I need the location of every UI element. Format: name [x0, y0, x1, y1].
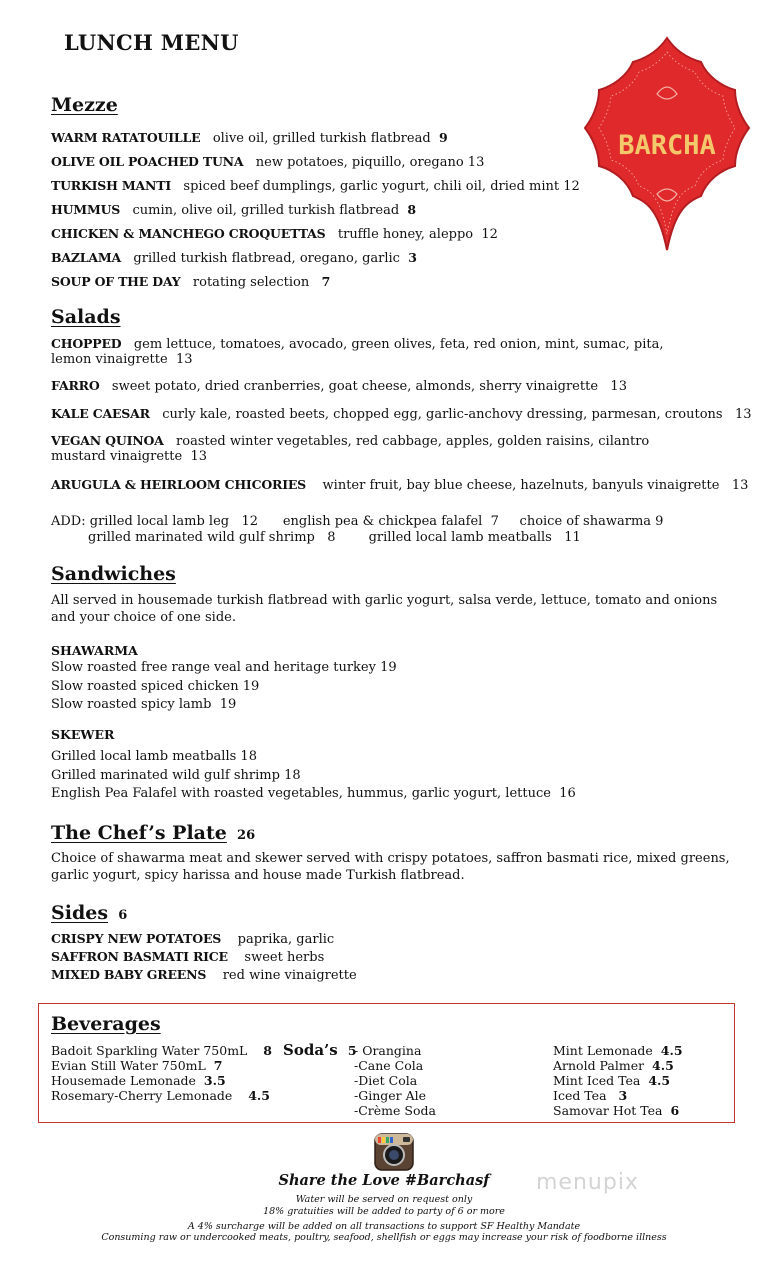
beverage-item: Samovar Hot Tea 6 [553, 1103, 680, 1118]
sandwiches-intro: All served in housemade turkish flatbread with garlic yogurt, salsa verde, lettuce, tomato and onions and your choice of one side. [51, 593, 718, 625]
soda-item: -Diet Cola [354, 1073, 418, 1088]
sodas-header [283, 1040, 357, 1059]
side-item: CRISPY NEW POTATOES paprika, garlic [51, 931, 335, 947]
salads-heading: Salads [51, 306, 121, 328]
salad-item: VEGAN QUINOA roasted winter vegetables, red cabbage, apples, golden raisins, cilantro [51, 433, 650, 449]
salad-item-cont: lemon vinaigrette 13 [51, 352, 193, 367]
mezze-item: BAZLAMA grilled turkish flatbread, oregano, garlic 3 [51, 250, 417, 266]
skewer-item: Grilled marinated wild gulf shrimp 18 [51, 767, 301, 783]
beverage-item: Evian Still Water 750mL 7 [51, 1058, 223, 1073]
salad-item: ARUGULA & HEIRLOOM CHICORIES winter fruit, bay blue cheese, hazelnuts, banyuls vinaigrette 13 [51, 477, 749, 493]
chefs-plate-price: 26 [237, 828, 256, 843]
soda-item: -Ginger Ale [354, 1088, 427, 1103]
beverages-heading: Beverages [51, 1013, 161, 1035]
beverage-item: Iced Tea 3 [553, 1088, 628, 1103]
salad-item: FARRO sweet potato, dried cranberries, goat cheese, almonds, sherry vinaigrette 13 [51, 378, 627, 394]
footer-note: Water will be served on request only [295, 1194, 473, 1205]
mezze-item: SOUP OF THE DAY rotating selection 7 [51, 274, 331, 290]
barcha-logo-icon [583, 36, 751, 252]
beverage-item: Arnold Palmer 4.5 [553, 1058, 674, 1073]
mezze-list [51, 129, 580, 297]
soda-item: -Crème Soda [354, 1103, 436, 1118]
side-item: MIXED BABY GREENS red wine vinaigrette [51, 967, 357, 983]
chefs-plate-header [51, 822, 255, 844]
sides-list [51, 930, 357, 984]
skewer-item: English Pea Falafel with roasted vegetables, hummus, garlic yogurt, lettuce 16 [51, 786, 576, 801]
salad-item-cont: mustard vinaigrette 13 [51, 449, 207, 464]
sodas-label: Soda’s [283, 1041, 338, 1059]
beverage-item: Badoit Sparkling Water 750mL 8 [51, 1043, 272, 1058]
shawarma-item: Slow roasted spiced chicken 19 [51, 678, 260, 694]
menu-title: LUNCH MENU [64, 30, 239, 55]
footer-note: Consuming raw or undercooked meats, poultry, seafood, shellfish or eggs may increase your risk of foodborne illness [101, 1232, 667, 1243]
menupix-watermark: menupix [536, 1170, 639, 1195]
sides-heading: Sides [51, 902, 109, 924]
skewer-label: SKEWER [51, 727, 115, 742]
salad-adds-row: grilled marinated wild gulf shrimp 8 grilled local lamb meatballs 11 [88, 530, 581, 545]
side-item: SAFFRON BASMATI RICE sweet herbs [51, 949, 325, 965]
mezze-heading: Mezze [51, 94, 118, 116]
sides-header [51, 902, 127, 924]
shawarma-item: Slow roasted free range veal and heritage turkey 19 [51, 660, 397, 675]
beverages-col3 [553, 1043, 683, 1118]
shawarma-label: SHAWARMA [51, 643, 138, 658]
logo-text: BARCHA [618, 130, 716, 161]
share-text: Share the Love #Barchasf [278, 1172, 490, 1189]
shawarma-item: Slow roasted spicy lamb 19 [51, 697, 237, 712]
salad-adds-row: ADD: grilled local lamb leg 12 english pea & chickpea falafel 7 choice of shawarma 9 [51, 514, 664, 529]
footer-note: A 4% surcharge will be added on all transactions to support SF Healthy Mandate [187, 1221, 581, 1232]
chefs-plate-desc: Choice of shawarma meat and skewer served with crispy potatoes, saffron basmati rice, mixed greens, garlic yogurt, spicy harissa and house made Turkish flatbread. [51, 851, 730, 883]
mezze-item: CHICKEN & MANCHEGO CROQUETTAS truffle honey, aleppo 12 [51, 226, 498, 242]
mezze-item: WARM RATATOUILLE olive oil, grilled turkish flatbread 9 [51, 130, 448, 146]
sodas-price: 5 [347, 1043, 357, 1058]
instagram-icon[interactable] [374, 1133, 414, 1171]
chefs-plate-heading: The Chef’s Plate [51, 822, 227, 844]
salad-item: CHOPPED gem lettuce, tomatoes, avocado, green olives, feta, red onion, mint, sumac, pita, [51, 336, 664, 352]
mezze-item: HUMMUS cumin, olive oil, grilled turkish flatbread 8 [51, 202, 416, 218]
skewer-list [51, 748, 576, 804]
beverage-item: Housemade Lemonade 3.5 [51, 1073, 226, 1088]
shawarma-list [51, 659, 397, 715]
mezze-item: TURKISH MANTI spiced beef dumplings, garlic yogurt, chili oil, dried mint 12 [51, 178, 580, 194]
sodas-list [354, 1043, 436, 1118]
soda-item: - Orangina [354, 1043, 422, 1058]
beverage-item: Mint Iced Tea 4.5 [553, 1073, 671, 1088]
soda-item: -Cane Cola [354, 1058, 424, 1073]
beverages-col1 [51, 1043, 272, 1103]
footer-note: 18% gratuities will be added to party of 6 or more [263, 1206, 505, 1217]
barcha-logo [583, 36, 751, 252]
beverage-item: Rosemary-Cherry Lemonade 4.5 [51, 1088, 270, 1103]
sandwiches-heading: Sandwiches [51, 563, 176, 585]
beverage-item: Mint Lemonade 4.5 [553, 1043, 683, 1058]
skewer-item: Grilled local lamb meatballs 18 [51, 749, 257, 764]
salad-item: KALE CAESAR curly kale, roasted beets, chopped egg, garlic-anchovy dressing, parmesan, croutons 13 [51, 406, 752, 422]
mezze-item: OLIVE OIL POACHED TUNA new potatoes, piquillo, oregano 13 [51, 154, 485, 170]
sides-price: 6 [118, 908, 128, 923]
